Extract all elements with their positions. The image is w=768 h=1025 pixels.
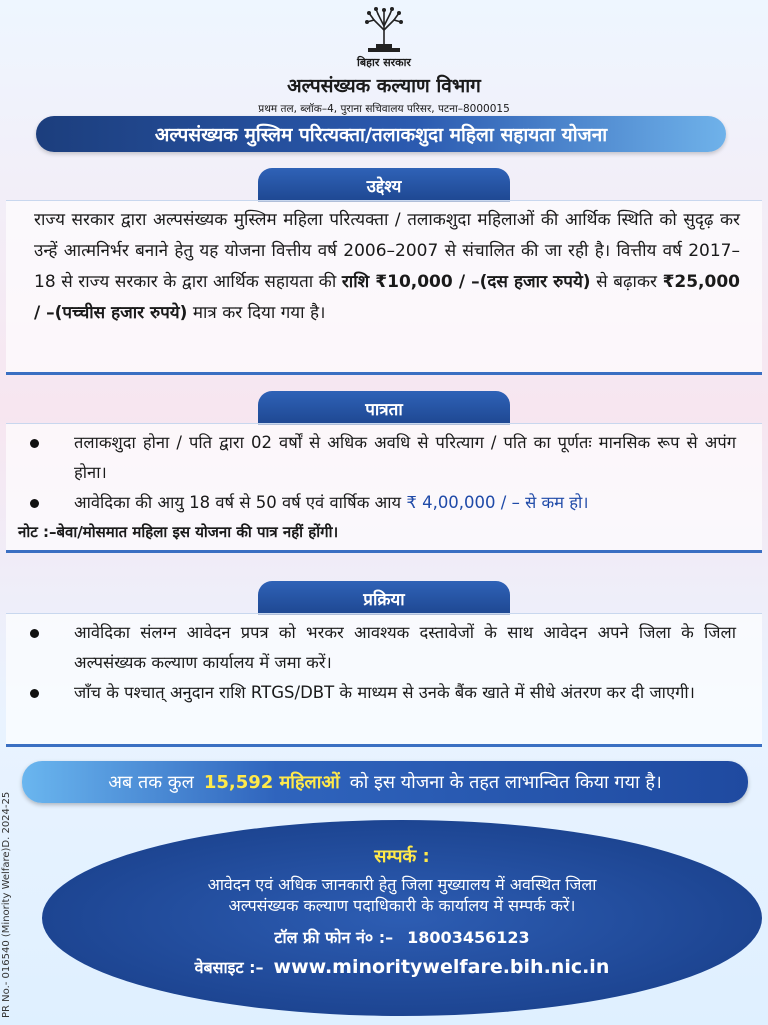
toll-free-line	[42, 926, 762, 948]
toll-free-number[interactable]: 18003456123	[407, 928, 530, 947]
contact-text: आवेदन एवं अधिक जानकारी हेतु जिला मुख्यालय में अवस्थित जिला अल्पसंख्यक कल्याण पदाधिकारी के कार्यालय में सम्पर्क करें।	[207, 875, 597, 915]
process-item: आवेदिका संलग्न आवेदन प्रपत्र को भरकर आवश्यक दस्तावेजों के साथ आवेदन अपने जिला के जिला अल्पसंख्यक कल्याण कार्यालय में जमा करें।	[26, 618, 736, 678]
eligibility-heading: पात्रता	[258, 391, 510, 425]
objective-panel	[6, 200, 762, 375]
beneficiary-count: 15,592 महिलाओं	[203, 772, 340, 793]
old-amount: राशि ₹10,000 / –(दस हजार रुपये)	[341, 272, 591, 292]
income-limit: ₹ 4,00,000 / – से कम हो।	[406, 493, 589, 512]
new-amount: ₹25,000 / –(पच्चीस हजार रुपये)	[34, 272, 740, 323]
contact-ellipse	[42, 820, 762, 1016]
pr-number: PR No.- 016540 (Minority Welfare)D. 2024-25	[1, 791, 12, 1018]
eligibility-item: तलाकशुदा होना / पति द्वारा 02 वर्षों से अधिक अवधि से परित्याग / पति का पूर्णतः मानसिक रूप से अपंग होना।	[26, 428, 736, 488]
process-item: जाँच के पश्चात् अनुदान राशि RTGS/DBT के माध्यम से उनके बैंक खाते में सीधे अंतरण कर दी जाएगी।	[26, 678, 736, 708]
department-address: प्रथम तल, ब्लॉक–4, पुराना सचिवालय परिसर, पटना–8000015	[258, 103, 510, 115]
header	[0, 6, 768, 116]
website-label: वेबसाइट :–	[194, 958, 264, 977]
government-name: बिहार सरकार	[357, 56, 411, 69]
objective-heading: उद्देश्य	[258, 168, 510, 202]
bihar-emblem-icon	[358, 6, 410, 54]
eligibility-list	[6, 424, 762, 518]
scheme-title-banner: अल्पसंख्यक मुस्लिम परित्यक्ता/तलाकशुदा महिला सहायता योजना	[36, 116, 726, 152]
website-line	[42, 956, 762, 978]
objective-text: राज्य सरकार द्वारा अल्पसंख्यक मुस्लिम महिला परित्यक्ता / तलाकशुदा महिलाओं की आर्थिक स्थिति को सुदृढ़ कर उन्हें आत्मनिर्भर बनाने हेतु यह योजना वित्तीय वर्ष 2006–2007 से संचालित की जा रही है। वित्तीय वर्ष 2017–18 से राज्य सरकार के द्वारा आर्थिक सहायता की राशि ₹10,000 / –(दस हजार रुपये) से बढ़ाकर ₹25,000 / –(पच्चीस हजार रुपये) मात्र कर दिया गया है।	[34, 210, 740, 323]
eligibility-panel	[6, 423, 762, 553]
website-link[interactable]: www.minoritywelfare.bih.nic.in	[273, 956, 610, 978]
eligibility-item: आवेदिका की आयु 18 वर्ष से 50 वर्ष एवं वार्षिक आय ₹ 4,00,000 / – से कम हो।	[26, 488, 736, 518]
contact-heading: सम्पर्क :	[374, 846, 430, 867]
department-name: अल्पसंख्यक कल्याण विभाग	[287, 75, 481, 97]
process-list	[6, 614, 762, 708]
beneficiary-banner: अब तक कुल 15,592 महिलाओं को इस योजना के तहत लाभान्वित किया गया है।	[22, 761, 748, 803]
process-heading: प्रक्रिया	[258, 581, 510, 615]
toll-free-label: टॉल फ्री फोन नं० :–	[274, 928, 394, 947]
eligibility-note: नोट :–बेवा/मोसमात महिला इस योजना की पात्र नहीं होंगी।	[18, 523, 339, 541]
process-panel	[6, 613, 762, 747]
